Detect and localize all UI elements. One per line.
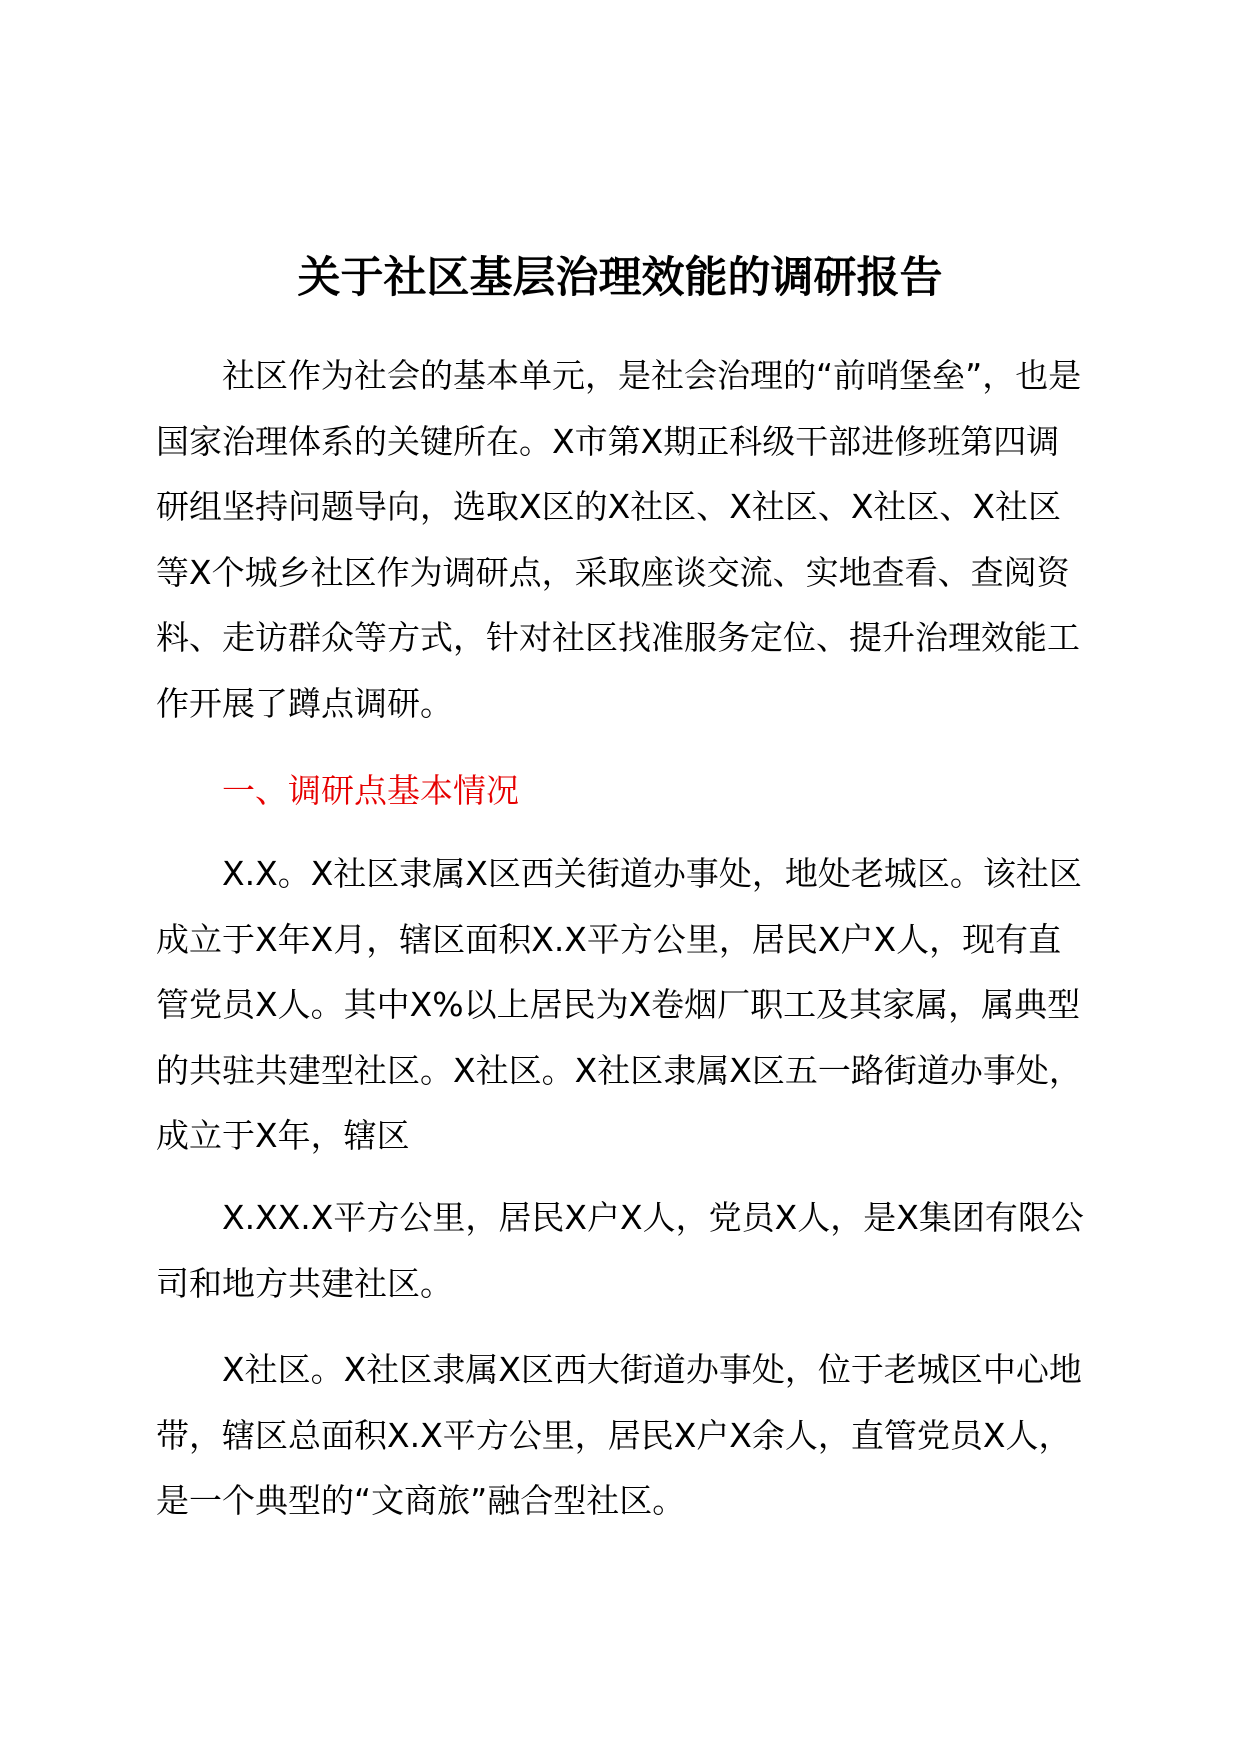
body-paragraph-3: X社区。X社区隶属X区西大街道办事处，位于老城区中心地带，辖区总面积X.X平方公里，居民X户X余人，直管党员X人，是一个典型的“文商旅”融合型社区。	[156, 1350, 1082, 1520]
body-paragraph-2: X.XX.X平方公里，居民X户X人，党员X人，是X集团有限公司和地方共建社区。	[156, 1198, 1084, 1303]
document-title: 关于社区基层治理效能的调研报告	[297, 253, 943, 303]
body-paragraph-1: X.X。X社区隶属X区西关街道办事处，地处老城区。该社区成立于X年X月，辖区面积X.X平方公里，居民X户X人，现有直管党员X人。其中X%以上居民为X卷烟厂职工及其家属，属典型的共驻共建型社区。X社区。X社区隶属X区五一路街道办事处，成立于X年，辖区	[156, 854, 1082, 1155]
section-heading: 一、调研点基本情况	[222, 771, 519, 810]
intro-paragraph: 社区作为社会的基本单元，是社会治理的“前哨堡垒”，也是国家治理体系的关键所在。X市第X期正科级干部进修班第四调研组坚持问题导向，选取X区的X社区、X社区、X社区、X社区等X个城乡社区作为调研点，采取座谈交流、实地查看、查阅资料、走访群众等方式，针对社区找准服务定位、提升治理效能工作开展了蹲点调研。	[156, 356, 1082, 723]
